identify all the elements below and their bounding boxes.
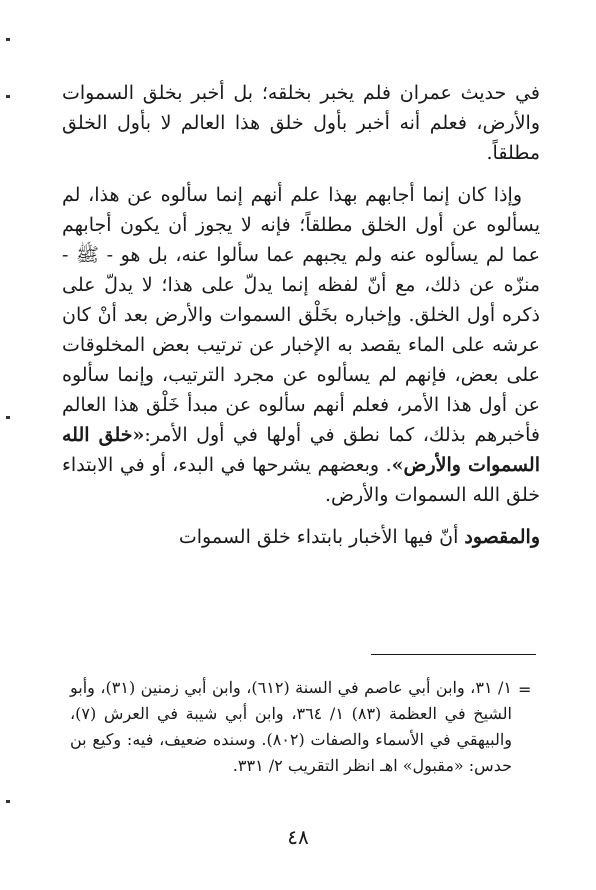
page-number: ٤٨ <box>287 825 309 849</box>
margin-mark <box>6 416 10 419</box>
main-text <box>62 78 540 552</box>
quote-text: «خلق الله السموات والأرض» <box>62 424 540 476</box>
paragraph-2-end: . وبعضهم يشرحها في البدء، أو في الابتداء خلق الله السموات والأرض. <box>62 454 540 506</box>
paragraph-3-lead: والمقصود <box>464 526 540 548</box>
paragraph-1: في حديث عمران فلم يخبر بخلقه؛ بل أخبر بخلق السموات والأرض، فعلم أنه أخبر بأول خلق هذا العالم لا بأول الخلق مطلقاً. <box>62 82 540 164</box>
paragraph-3 <box>62 522 540 552</box>
margin-mark <box>6 38 10 41</box>
paragraph-2 <box>62 180 540 510</box>
footnote: ١/ ٣١، وابن أبي عاصم في السنة (٦١٢)، وابن أبي زمنين (٣١)، وأبو الشيخ في العظمة (٨٣) ١/ ٣٦٤، وابن أبي شيبة في العرش (٧)، والبيهقي في الأسماء والصفات (٨٠٢). وسنده ضعيف، فيه: وكيع بن حدس: «مقبول» اهـ انظر التقريب ٢/ ٣٣١. <box>70 678 513 775</box>
margin-mark <box>6 95 10 98</box>
paragraph-2-text: وإذا كان إنما أجابهم بهذا علم أنهم إنما سألوه عن هذا، لم يسألوه عن أول الخلق مطلقاً؛ فإنه لا يجوز أن يكون أجابهم عما لم يسألوه عنه ولم يجبهم عما سألوا عنه، بل هو - ﷺ - منزّه عن ذلك، مع أنّ لفظه إنما يدلّ على هذا؛ لا يدلّ على ذكره أول الخلق. وإخباره بخَلْق السموات والأرض بعد أنْ كان عرشه على الماء يقصد به الإخبار عن ترتيب بعض المخلوقات على بعض، فإنهم لم يسألوه عن مجرد الترتيب، وإنما سألوه عن أول هذا الأمر، فعلم أنهم سألوه عن مبدأ خَلْق هذا العالم فأخبرهم بذلك، كما نطق في أولها في أول الأمر: <box>62 184 540 446</box>
paragraph-3-text: أنّ فيها الأخبار بابتداء خلق السموات <box>178 526 465 548</box>
margin-mark <box>6 800 10 803</box>
footnote-marker: = <box>518 680 532 699</box>
footnote-divider <box>371 654 536 655</box>
